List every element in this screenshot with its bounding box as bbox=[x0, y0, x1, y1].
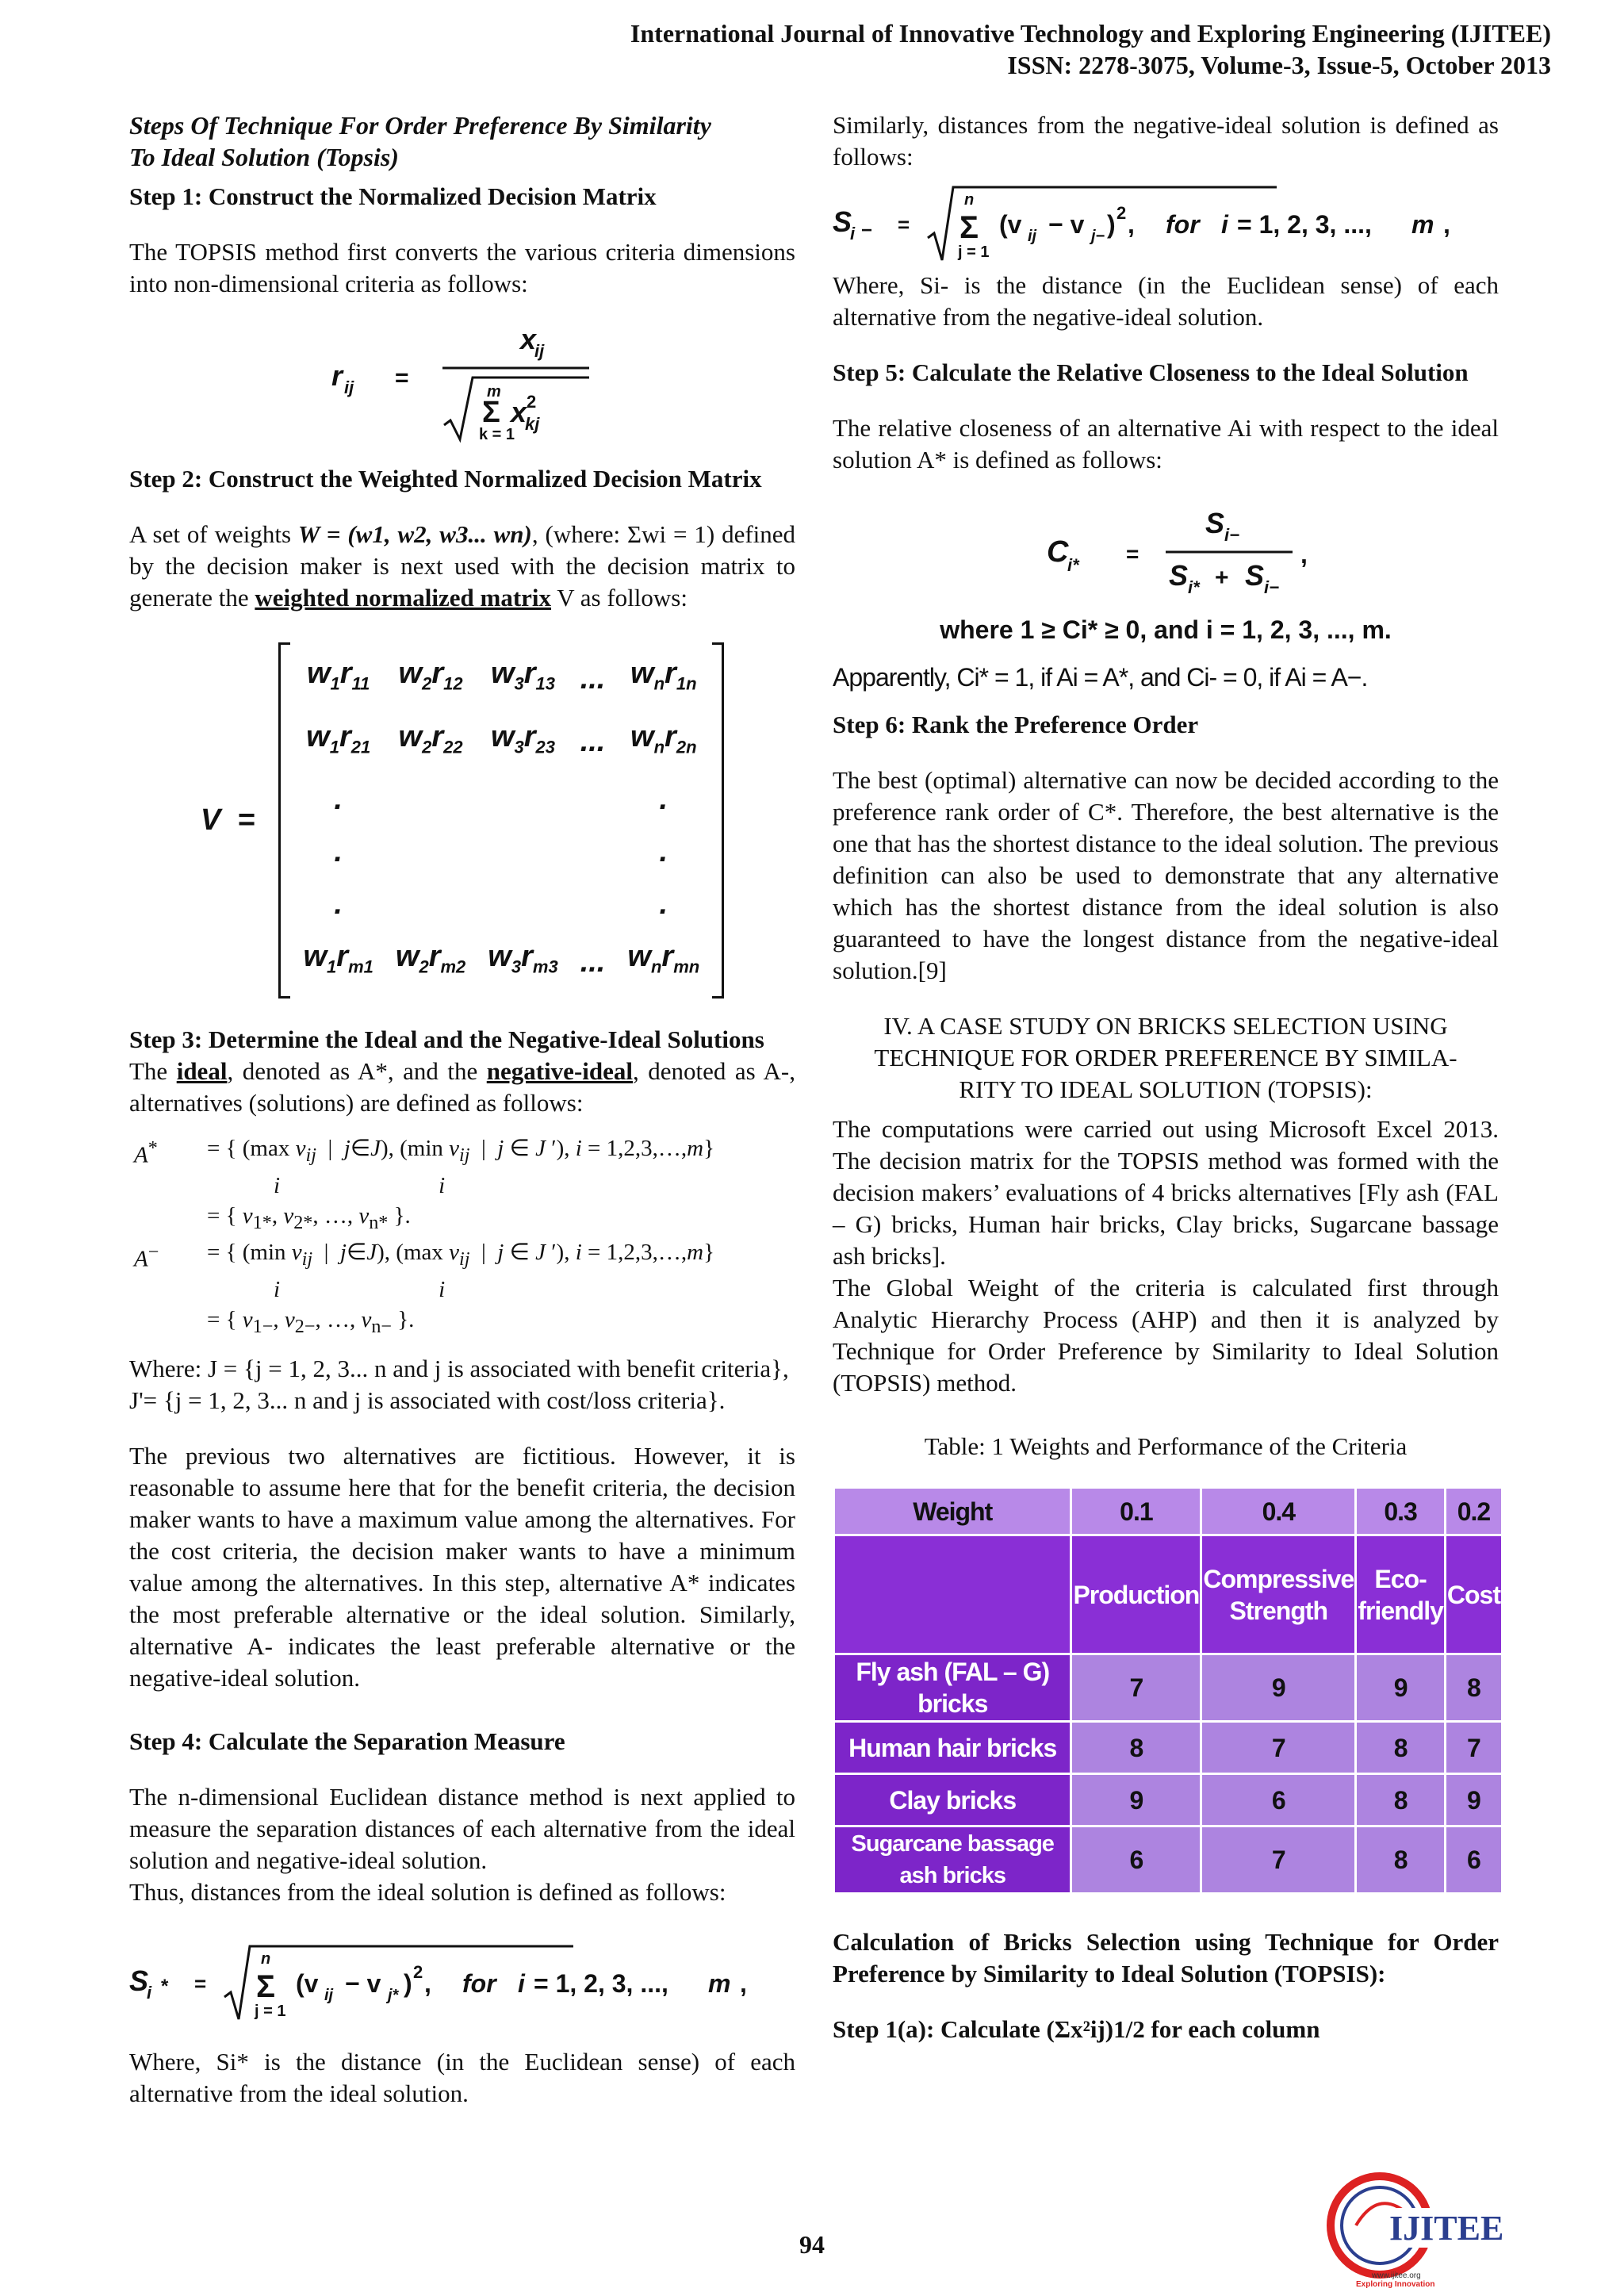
table-cell: 8 bbox=[1356, 1826, 1446, 1894]
step3-heading: Step 3: Determine the Ideal and the Negative-Ideal Solutions bbox=[129, 1025, 764, 1053]
svg-text:(v: (v bbox=[296, 1968, 319, 1998]
case-study-section-title: IV. A CASE STUDY ON BRICKS SELECTION USING TECHNIQUE FOR ORDER PREFERENCE BY SIMILA-RITY TO IDEAL SOLUTION (TOPSIS): bbox=[874, 1012, 1457, 1103]
svg-text:− v: − v bbox=[345, 1968, 381, 1998]
table-cell: 8 bbox=[1356, 1774, 1446, 1826]
svg-text:=: = bbox=[395, 365, 409, 391]
svg-text:x: x bbox=[520, 323, 537, 355]
row-label: Clay bricks bbox=[834, 1774, 1071, 1826]
negative-distance-svg bbox=[833, 178, 1499, 265]
table-cell: 9 bbox=[1201, 1654, 1356, 1722]
svg-text:i−: i− bbox=[1224, 525, 1239, 545]
svg-text:j−: j− bbox=[1091, 228, 1105, 245]
section-title-line1: Steps Of Technique For Order Preference By Similarity bbox=[129, 111, 711, 140]
weight-cell: 0.4 bbox=[1201, 1488, 1356, 1535]
step6-text: The best (optimal) alternative can now be decided according to the preference rank order of C*. Therefore, the best alternative is the one that has the shortest distance to the ideal solution. The previous definition can also be used to demonstrate that any alternative which has the shortest distance from the ideal solution is also guaranteed to have the longest distance from the negative-ideal solution.[9] bbox=[833, 766, 1499, 984]
ideal-distance-svg bbox=[129, 1937, 795, 2024]
case-study-text1: The computations were carried out using Microsoft Excel 2013. The decision matrix for the TOPSIS method was formed with the decision makers’ evaluations of 4 bricks alternatives [Fly ash (FAL – G) bricks, Human hair bricks, Clay bricks, Sugarcane bassage ash bricks]. bbox=[833, 1115, 1499, 1270]
step6-heading: Step 6: Rank the Preference Order bbox=[833, 711, 1199, 738]
v-label: V = bbox=[200, 803, 255, 838]
step4-heading: Step 4: Calculate the Separation Measure bbox=[129, 1727, 565, 1755]
table-row bbox=[834, 1774, 1503, 1826]
svg-text:*: * bbox=[161, 1975, 169, 1997]
logo-url: www.ijitee.org bbox=[1372, 2271, 1421, 2280]
where-si-ideal: Where, Si* is the distance (in the Euclidean sense) of each alternative from the ideal solution. bbox=[129, 2047, 795, 2107]
table-row bbox=[834, 1826, 1503, 1894]
table-cell: 6 bbox=[1071, 1826, 1201, 1894]
row-label: Human hair bricks bbox=[834, 1722, 1071, 1774]
svg-text:Σ: Σ bbox=[482, 396, 500, 429]
calculation-heading: Calculation of Bricks Selection using Technique for Order Preference by Similarity to Ideal Solution (TOPSIS): bbox=[833, 1928, 1499, 1987]
criteria-header: Cost bbox=[1445, 1535, 1502, 1654]
svg-text:,: , bbox=[740, 1968, 747, 1998]
weighted-matrix-term: weighted normalized matrix bbox=[255, 584, 552, 611]
where-cost: J'= {j = 1, 2, 3... n and j is associated with cost/loss criteria}. bbox=[129, 1386, 726, 1414]
svg-text:=: = bbox=[194, 1971, 207, 1995]
svg-text:=: = bbox=[1126, 542, 1139, 566]
step3-a: The bbox=[129, 1056, 177, 1085]
table-row bbox=[834, 1722, 1503, 1774]
step4-text: The n-dimensional Euclidean distance method is next applied to measure the separation distances of each alternative from the ideal solution and negative-ideal solution. bbox=[129, 1782, 795, 1874]
step1a-heading: Step 1(a): Calculate (Σx²ij)1/2 for each column bbox=[833, 2015, 1320, 2043]
svg-text:m: m bbox=[487, 383, 501, 401]
normalized-equation bbox=[129, 320, 795, 447]
weighted-matrix: $w_1r_{11}$ $w_2r_{12}$ $w_3r_{13}$ ... $w_nr_{1n}$ $w_1r_{21}$ $w_2r_{22}$ $w_3r_{23}$ ... $w_nr_{2n}$ . . . . . . $w_1r_{m1}$ $w_2r_{m2}$ $w_3r_{m3}$ ... $w_nr_{mn}$ bbox=[278, 642, 724, 999]
svg-text:k = 1: k = 1 bbox=[479, 426, 515, 443]
ideal-term: ideal bbox=[176, 1056, 228, 1085]
svg-text:2: 2 bbox=[1116, 203, 1127, 223]
closeness-svg bbox=[928, 500, 1404, 603]
svg-text:i: i bbox=[518, 1968, 525, 1998]
criteria-table bbox=[833, 1486, 1503, 1895]
negative-distance-intro: Similarly, distances from the negative-ideal solution is defined as follows: bbox=[833, 111, 1499, 171]
criteria-header: Eco-friendly bbox=[1356, 1535, 1446, 1654]
svg-text:ij: ij bbox=[344, 378, 354, 397]
weight-cell: 0.3 bbox=[1356, 1488, 1446, 1535]
svg-text:,: , bbox=[1300, 540, 1308, 569]
table-cell: 7 bbox=[1071, 1654, 1201, 1722]
step1-text: The TOPSIS method first converts the various criteria dimensions into non-dimensional criteria as follows: bbox=[129, 238, 795, 297]
svg-text:2: 2 bbox=[527, 392, 537, 412]
svg-text:x: x bbox=[511, 396, 527, 428]
svg-text:ij: ij bbox=[1028, 228, 1037, 245]
table-cell: 9 bbox=[1356, 1654, 1446, 1722]
svg-text:ij: ij bbox=[324, 1986, 334, 2004]
table-cell: 8 bbox=[1356, 1722, 1446, 1774]
svg-text:i−: i− bbox=[1264, 577, 1279, 597]
weighted-matrix-equation bbox=[129, 642, 795, 999]
svg-text:kj: kj bbox=[525, 414, 540, 434]
svg-text:i: i bbox=[850, 224, 856, 243]
svg-text:= 1, 2, 3, ...,: = 1, 2, 3, ..., bbox=[534, 1968, 668, 1998]
journal-header bbox=[630, 17, 1551, 81]
svg-text:= 1, 2, 3, ...,: = 1, 2, 3, ..., bbox=[1237, 210, 1372, 239]
svg-text:for: for bbox=[462, 1968, 496, 1998]
step2-heading: Step 2: Construct the Weighted Normalized Decision Matrix bbox=[129, 465, 762, 493]
svg-text:m: m bbox=[708, 1968, 731, 1998]
svg-text:S: S bbox=[1245, 559, 1265, 592]
weight-label-cell: Weight bbox=[834, 1488, 1071, 1535]
svg-text:i: i bbox=[147, 1982, 152, 2003]
svg-text:j = 1: j = 1 bbox=[958, 243, 990, 261]
table-cell: 6 bbox=[1445, 1826, 1502, 1894]
table-cell: 8 bbox=[1071, 1722, 1201, 1774]
table-cell: 7 bbox=[1201, 1722, 1356, 1774]
step2-text-a: A set of weights bbox=[129, 520, 298, 548]
svg-text:− v: − v bbox=[1048, 210, 1085, 239]
step3-b: , denoted as A*, and the bbox=[227, 1056, 487, 1085]
logo-text: IJITEE bbox=[1389, 2209, 1504, 2248]
svg-text:n: n bbox=[964, 191, 975, 209]
svg-text:ij: ij bbox=[534, 341, 545, 361]
corner-cell bbox=[834, 1535, 1071, 1654]
negative-distance-equation bbox=[833, 178, 1499, 265]
svg-text:j = 1: j = 1 bbox=[255, 2002, 286, 2020]
apparently-line: Apparently, Ci* = 1, if Ai = A*, and Ci- = 0, if Ai = A−. bbox=[833, 663, 1368, 692]
weight-cell: 0.2 bbox=[1445, 1488, 1502, 1535]
left-column bbox=[129, 109, 795, 2110]
svg-text:+: + bbox=[1215, 565, 1229, 591]
table-row bbox=[834, 1654, 1503, 1722]
ideal-distance-equation bbox=[129, 1937, 795, 2024]
step2-text-b: , (where: Σwi = 1) defined by the decision maker is next used with the decision matrix to generate the bbox=[129, 520, 796, 611]
table-cell: 7 bbox=[1445, 1722, 1502, 1774]
negative-ideal-term: negative-ideal bbox=[486, 1056, 633, 1085]
row-label: Fly ash (FAL – G) bricks bbox=[834, 1654, 1071, 1722]
weight-cell: 0.1 bbox=[1071, 1488, 1201, 1535]
svg-text:m: m bbox=[1411, 210, 1434, 239]
step4-text2: Thus, distances from the ideal solution is defined as follows: bbox=[129, 1877, 726, 1906]
step2-text bbox=[129, 519, 795, 614]
svg-text:): ) bbox=[404, 1968, 412, 1998]
svg-text:(v: (v bbox=[999, 210, 1022, 239]
table-cell: 9 bbox=[1071, 1774, 1201, 1826]
step5-text: The relative closeness of an alternative Ai with respect to the ideal solution A* is defined as follows: bbox=[833, 414, 1499, 473]
table-cell: 6 bbox=[1201, 1774, 1356, 1826]
table-cell: 9 bbox=[1445, 1774, 1502, 1826]
step2-text-c: V as follows: bbox=[551, 584, 688, 611]
page-number: 94 bbox=[799, 2230, 825, 2259]
svg-text:i*: i* bbox=[1188, 577, 1200, 597]
journal-title: International Journal of Innovative Technology and Exploring Engineering (IJITEE) bbox=[630, 19, 1551, 48]
svg-text:2: 2 bbox=[413, 1961, 423, 1982]
svg-text:for: for bbox=[1166, 210, 1200, 239]
svg-text:Σ: Σ bbox=[959, 210, 979, 245]
svg-text:S: S bbox=[833, 205, 852, 238]
svg-text:,: , bbox=[1443, 210, 1450, 239]
row-label: Sugarcane bassage ash bricks bbox=[834, 1826, 1071, 1894]
section-title-line2: To Ideal Solution (Topsis) bbox=[129, 143, 399, 171]
case-study-text2: The Global Weight of the criteria is calculated first through Analytic Hierarchy Process (AHP) and then it is analyzed by Technique for Order Preference by Similarity to Ideal Solution (TOPSIS) method. bbox=[833, 1274, 1499, 1397]
where-benefit: Where: J = {j = 1, 2, 3... n and j is associated with benefit criteria}, bbox=[129, 1354, 789, 1382]
ideal-solutions-equation: A* = { (max $v_{ij}$ | j∈J), (min $v_{ij}$ | j ∈ J ′), i = 1,2,3,…,m} i i = { $v_{1*}$, $v_{2*}$, …, $v_{n*}$ }. A− = { (min $v_{ij}$ | j∈J), (max $v_{ij}$ | j ∈ J ′), i = 1,2,3,…,m} i i = { $v_{1-}$, $v_{2-}$, …, $v_{n-}$ }. bbox=[134, 1135, 715, 1337]
criteria-header: Production bbox=[1071, 1535, 1201, 1654]
svg-text:,: , bbox=[1128, 210, 1135, 239]
fictitious-paragraph: The previous two alternatives are fictitious. However, it is reasonable to assume here that for the benefit criteria, the decision maker wants to have a maximum value among the alternatives. For the cost criteria, the decision maker wants to have a minimum value among the alternatives. In this step, alternative A* indicates the most preferable alternative or the ideal solution. Similarly, alternative A- indicates the least preferable alternative or the negative-ideal solution. bbox=[129, 1441, 795, 1692]
where-si-negative: Where, Si- is the distance (in the Euclidean sense) of each alternative from the negative-ideal solution. bbox=[833, 271, 1499, 331]
normalized-formula-svg bbox=[331, 320, 593, 447]
weights-vector: W = (w1, w2, w3... wn) bbox=[297, 520, 532, 548]
svg-text:S: S bbox=[129, 1964, 149, 1997]
logo-tagline: Exploring Innovation bbox=[1356, 2280, 1435, 2289]
table-cell: 7 bbox=[1201, 1826, 1356, 1894]
criteria-header: Compressive Strength bbox=[1201, 1535, 1356, 1654]
table-caption: Table: 1 Weights and Performance of the Criteria bbox=[924, 1432, 1408, 1460]
svg-text:C: C bbox=[1047, 535, 1069, 569]
svg-text:S: S bbox=[1169, 559, 1189, 592]
svg-text:j*: j* bbox=[388, 1986, 399, 2004]
table-cell: 8 bbox=[1445, 1654, 1502, 1722]
ijitee-logo bbox=[1324, 2170, 1515, 2289]
journal-issn: ISSN: 2278-3075, Volume-3, Issue-5, October 2013 bbox=[1007, 51, 1551, 79]
step5-heading: Step 5: Calculate the Relative Closeness to the Ideal Solution bbox=[833, 358, 1469, 386]
svg-text:n: n bbox=[261, 1949, 271, 1968]
right-column bbox=[833, 109, 1499, 2045]
svg-text:r: r bbox=[331, 359, 343, 392]
svg-text:S: S bbox=[1205, 507, 1225, 539]
svg-text:): ) bbox=[1107, 210, 1116, 239]
svg-text:i: i bbox=[1221, 210, 1228, 239]
step3-text bbox=[129, 1056, 795, 1119]
svg-text:=: = bbox=[898, 213, 910, 236]
svg-text:i*: i* bbox=[1067, 555, 1079, 575]
closeness-where: where 1 ≥ Ci* ≥ 0, and i = 1, 2, 3, ..., m. bbox=[940, 615, 1392, 644]
closeness-equation bbox=[833, 500, 1499, 603]
svg-text:Σ: Σ bbox=[256, 1968, 276, 2004]
svg-text:−: − bbox=[861, 220, 873, 241]
svg-text:,: , bbox=[424, 1968, 431, 1998]
step1-heading: Step 1: Construct the Normalized Decision Matrix bbox=[129, 182, 657, 210]
step3-c: , denoted as A-, alternatives (solutions) are defined as follows: bbox=[129, 1056, 795, 1117]
